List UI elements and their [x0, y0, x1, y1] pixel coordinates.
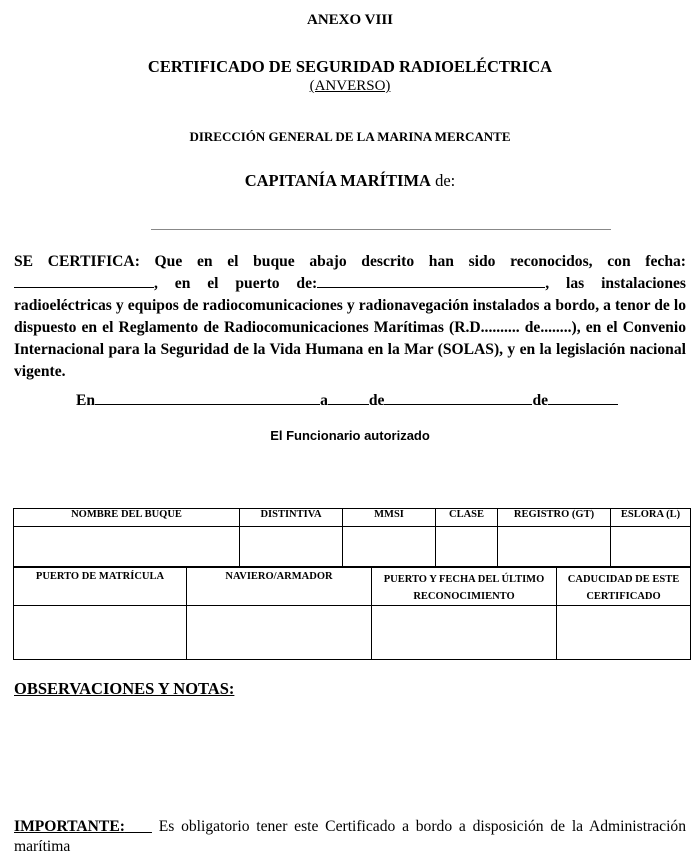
header-nombre-buque: NOMBRE DEL BUQUE [14, 509, 240, 527]
de-label-2: de [532, 392, 549, 409]
header-mmsi: MMSI [343, 509, 436, 527]
port-blank [317, 274, 545, 288]
certifica-text-1: Que en el buque abajo descrito han sido reconocidos, con fecha: [139, 253, 686, 270]
header-caducidad: CADUCIDAD DE ESTE CERTIFICADO [557, 568, 691, 606]
header-eslora: ESLORA (L) [611, 509, 691, 527]
certification-paragraph [14, 251, 686, 383]
certifica-text-2: , en el puerto de: [154, 275, 318, 292]
registry-details-table [13, 567, 691, 660]
cell-nombre-buque[interactable] [14, 527, 240, 567]
certificate-side-label: (ANVERSO) [309, 78, 391, 94]
observations-heading: OBSERVACIONES Y NOTAS: [14, 679, 235, 698]
important-text: Es obligatorio tener este Certificado a bordo a disposición de la Administración marítima [14, 818, 687, 855]
captaincy-label: CAPITANÍA MARÍTIMA [244, 171, 431, 190]
header-registro: REGISTRO (GT) [498, 509, 611, 527]
maritime-captaincy-line [0, 171, 700, 191]
header-clase: CLASE [436, 509, 498, 527]
cell-puerto-fecha[interactable] [372, 606, 557, 660]
year-blank [548, 390, 618, 405]
ship-details-table [13, 508, 691, 567]
important-label: IMPORTANTE: [14, 818, 125, 835]
cell-naviero[interactable] [187, 606, 372, 660]
authorized-official-label: El Funcionario autorizado [270, 428, 430, 443]
month-blank [384, 390, 532, 405]
cell-clase[interactable] [436, 527, 498, 567]
date-blank [14, 274, 154, 288]
header-naviero: NAVIERO/ARMADOR [187, 568, 372, 606]
header-puerto-matricula: PUERTO DE MATRÍCULA [14, 568, 187, 606]
cell-puerto-matricula[interactable] [14, 606, 187, 660]
cell-caducidad[interactable] [557, 606, 691, 660]
captaincy-de: de: [435, 171, 456, 190]
day-blank [328, 390, 369, 405]
header-distintiva: DISTINTIVA [240, 509, 343, 527]
issuing-authority: DIRECCIÓN GENERAL DE LA MARINA MERCANTE [189, 129, 511, 144]
important-notice [14, 817, 686, 857]
cell-distintiva[interactable] [240, 527, 343, 567]
en-label: En [76, 392, 96, 409]
certificate-title: CERTIFICADO DE SEGURIDAD RADIOELÉCTRICA [147, 57, 553, 76]
certifica-text-3: , las instalaciones radioeléctricas y equipos de radiocomunicaciones y radionavegación instalados a bordo, a tenor de lo dispuesto en el Reglamento de Radiocomunicaciones Marítimas (R.D.......... de........), en el Convenio Internacional para la Seguridad de la Vida Humana en la Mar (SOLAS), y en la legislación nacional vigente. [14, 275, 686, 380]
a-label: a [320, 392, 328, 409]
captaincy-blank-line [151, 229, 611, 230]
de-label-1: de [368, 392, 385, 409]
cell-eslora[interactable] [611, 527, 691, 567]
annex-heading: ANEXO VIII [307, 12, 393, 28]
cell-registro[interactable] [498, 527, 611, 567]
place-blank [95, 390, 320, 405]
header-puerto-fecha: PUERTO Y FECHA DEL ÚLTIMO RECONOCIMIENTO [372, 568, 557, 606]
certifica-lead: SE CERTIFICA: [14, 253, 140, 270]
place-date-line [76, 390, 618, 410]
cell-mmsi[interactable] [343, 527, 436, 567]
